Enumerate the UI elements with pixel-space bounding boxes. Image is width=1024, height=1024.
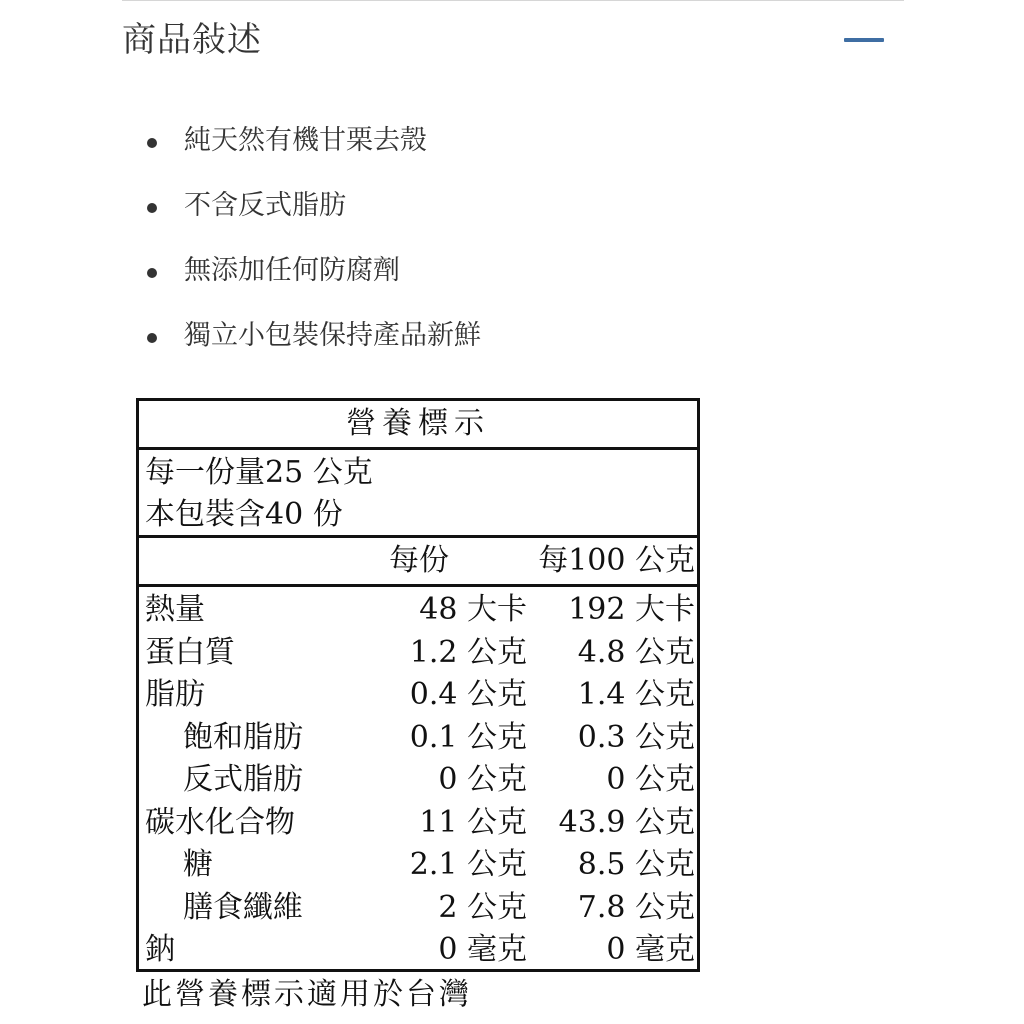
col-per-100g: 每100 公克 — [538, 543, 695, 578]
nutrient-per-serving: 2.1 公克 — [409, 847, 527, 882]
bullet-icon — [147, 268, 157, 278]
nutrient-name: 鈉 — [145, 932, 175, 967]
servings-per-package: 本包裝含40 份 — [145, 497, 343, 532]
nutrient-per-100g: 43.9 公克 — [558, 804, 695, 840]
nutrient-per-serving: 48 大卡 — [419, 592, 527, 627]
serving-size: 每一份量25 公克 — [145, 455, 373, 490]
bullet-icon — [147, 333, 157, 343]
table-row — [139, 674, 697, 717]
nutrient-per-serving: 1.2 公克 — [409, 634, 527, 670]
bullet-icon — [147, 203, 157, 213]
minus-icon — [844, 38, 884, 42]
table-row — [139, 844, 697, 887]
nutrition-title: 營養標示 — [139, 401, 697, 450]
nutrient-per-serving: 0.1 公克 — [409, 719, 527, 755]
serving-info — [139, 450, 697, 538]
column-header — [139, 538, 697, 587]
list-item-text: 不含反式脂肪 — [184, 190, 346, 221]
table-row — [139, 929, 697, 972]
list-item — [142, 118, 481, 183]
nutrient-name: 蛋白質 — [145, 634, 235, 670]
list-item-text: 獨立小包裝保持產品新鮮 — [184, 320, 481, 351]
nutrient-per-100g: 7.8 公克 — [577, 889, 695, 925]
top-divider — [122, 0, 904, 1]
nutrient-name: 脂肪 — [145, 677, 205, 712]
section-title: 商品敍述 — [122, 20, 262, 60]
list-item-text: 純天然有機甘栗去殼 — [184, 125, 427, 156]
col-per-serving: 每份 — [389, 543, 449, 578]
nutrient-name: 反式脂肪 — [183, 762, 303, 797]
nutrient-rows — [139, 587, 697, 972]
nutrient-name: 飽和脂肪 — [183, 719, 303, 755]
nutrient-per-100g: 0 公克 — [606, 762, 695, 797]
nutrient-per-serving: 0.4 公克 — [409, 677, 527, 712]
nutrient-per-serving: 0 公克 — [438, 762, 527, 797]
nutrient-per-100g: 1.4 公克 — [577, 677, 695, 712]
nutrient-per-100g: 192 大卡 — [568, 592, 695, 627]
nutrient-per-serving: 2 公克 — [438, 889, 527, 925]
list-item — [142, 183, 481, 248]
table-row — [139, 632, 697, 675]
nutrient-name: 膳食纖維 — [183, 889, 303, 925]
collapse-button[interactable] — [836, 26, 892, 56]
nutrient-per-100g: 8.5 公克 — [577, 847, 695, 882]
bullet-icon — [147, 138, 157, 148]
nutrient-name: 糖 — [183, 847, 213, 882]
feature-list — [142, 118, 481, 378]
table-row — [139, 759, 697, 802]
nutrient-per-100g: 0 毫克 — [606, 932, 695, 967]
list-item — [142, 248, 481, 313]
nutrient-per-serving: 11 公克 — [419, 804, 527, 840]
nutrient-per-serving: 0 毫克 — [438, 932, 527, 967]
nutrient-name: 熱量 — [145, 592, 205, 627]
list-item-text: 無添加任何防腐劑 — [184, 255, 400, 286]
nutrient-name: 碳水化合物 — [145, 804, 295, 840]
list-item — [142, 313, 481, 378]
nutrient-per-100g: 0.3 公克 — [577, 719, 695, 755]
table-row — [139, 589, 697, 632]
table-row — [139, 887, 697, 930]
table-row — [139, 802, 697, 845]
nutrition-label — [136, 398, 700, 972]
nutrient-per-100g: 4.8 公克 — [577, 634, 695, 670]
table-row — [139, 717, 697, 760]
label-footer: 此營養標示適用於台灣 — [142, 977, 472, 1012]
